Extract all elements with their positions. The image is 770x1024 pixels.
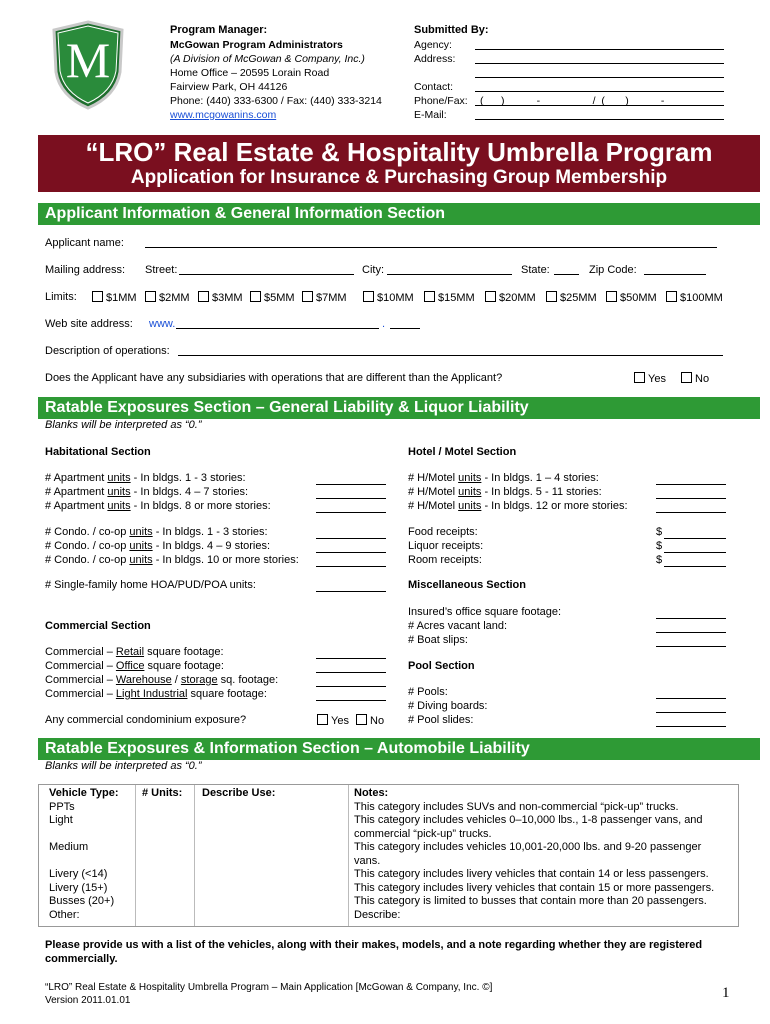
no-label: No xyxy=(370,715,385,727)
apartment-field[interactable] xyxy=(316,484,386,485)
vehicle-list-request-cont: commercially. xyxy=(45,953,118,965)
commercial-field[interactable] xyxy=(316,700,386,701)
single-family-label: # Single-family home HOA/PUD/POA units: xyxy=(45,579,256,591)
limit-option[interactable] xyxy=(198,291,243,306)
checkbox[interactable] xyxy=(546,291,557,302)
limit-label: $25MM xyxy=(560,292,597,304)
vehicle-type: Livery (15+) xyxy=(49,881,108,894)
agency-label: Agency: xyxy=(414,39,452,51)
limit-label: $7MM xyxy=(316,292,347,304)
mcgowan-logo xyxy=(50,20,126,110)
condo-row: # Condo. / co-op units - In bldgs. 1 - 3 stories: xyxy=(45,526,268,538)
email-field[interactable] xyxy=(475,119,724,120)
habitational-title: Habitational Section xyxy=(45,446,151,458)
limit-option[interactable] xyxy=(546,291,597,306)
limit-label: $10MM xyxy=(377,292,414,304)
limit-option[interactable] xyxy=(250,291,295,306)
checkbox[interactable] xyxy=(317,714,328,725)
vehicle-type: PPTs xyxy=(49,800,75,813)
note-line: This category includes livery vehicles that contain 14 or less passengers. xyxy=(354,868,709,880)
note-line: This category includes vehicles 10,001-20,000 lbs. and 9-20 passenger xyxy=(354,841,702,853)
footer-title: “LRO” Real Estate & Hospitality Umbrella Program – Main Application [McGowan & Company, Inc. ©] xyxy=(45,982,493,993)
address-label: Address: xyxy=(414,53,456,65)
notes-column xyxy=(354,785,734,926)
gl-section-header: Ratable Exposures Section – General Liability & Liquor Liability xyxy=(38,397,760,419)
address-field-2[interactable] xyxy=(475,77,724,78)
subsidiaries-yes[interactable] xyxy=(634,372,666,387)
subsidiaries-no[interactable] xyxy=(681,372,709,387)
zip-field[interactable] xyxy=(644,274,706,275)
limit-option[interactable] xyxy=(363,291,414,306)
food-receipts-field[interactable] xyxy=(664,538,726,539)
food-receipts-label: Food receipts: xyxy=(408,526,478,538)
limit-label: $20MM xyxy=(499,292,536,304)
liquor-receipts-field[interactable] xyxy=(664,552,726,553)
checkbox[interactable] xyxy=(485,291,496,302)
applicant-section-header: Applicant Information & General Information Section xyxy=(38,203,760,225)
vehicle-type-header: Vehicle Type: xyxy=(49,787,119,799)
commercial-row: Commercial – Warehouse / storage sq. footage: xyxy=(45,674,279,686)
condo-field[interactable] xyxy=(316,538,386,539)
manager-name: McGowan Program Administrators xyxy=(170,39,343,51)
auto-section-header: Ratable Exposures & Information Section – Automobile Liability xyxy=(38,738,760,760)
vehicle-type: Medium xyxy=(49,841,89,853)
checkbox[interactable] xyxy=(250,291,261,302)
limit-label: $5MM xyxy=(264,292,295,304)
boat-slips-field[interactable] xyxy=(656,646,726,647)
street-field[interactable] xyxy=(179,274,354,275)
condo-exposure-yes[interactable] xyxy=(317,714,349,729)
submitted-by-heading: Submitted By: xyxy=(414,24,489,36)
vehicle-type: Livery (<14) xyxy=(49,868,108,880)
pool-slides-label: # Pool slides: xyxy=(408,714,474,726)
column-divider xyxy=(135,785,136,926)
note-line: commercial “pick-up” trucks. xyxy=(354,827,492,840)
liquor-receipts-label: Liquor receipts: xyxy=(408,540,484,552)
state-field[interactable] xyxy=(554,274,579,275)
website-tld-field[interactable] xyxy=(390,328,420,329)
dollar-sign: $ xyxy=(656,526,663,538)
apartment-row: # Apartment units - In bldgs. 4 – 7 stories: xyxy=(45,486,249,498)
apartment-field[interactable] xyxy=(316,512,386,513)
auto-blanks-note: Blanks will be interpreted as “0.” xyxy=(45,760,202,772)
vehicle-list-request: Please provide us with a list of the vehicles, along with their makes, models, and a note regarding whether they are registered xyxy=(45,939,703,951)
commercial-row: Commercial – Office square footage: xyxy=(45,660,224,672)
applicant-name-label: Applicant name: xyxy=(45,237,124,249)
condo-exposure-question: Any commercial condominium exposure? xyxy=(45,714,247,726)
website-label: Web site address: xyxy=(45,318,133,330)
commercial-row: Commercial – Light Industrial square footage: xyxy=(45,688,267,700)
vehicle-type: Other: xyxy=(49,908,80,921)
pools-label: # Pools: xyxy=(408,686,448,698)
describe-use-header: Describe Use: xyxy=(202,787,276,799)
limit-option[interactable] xyxy=(92,291,137,306)
manager-city: Fairview Park, OH 44126 xyxy=(170,81,288,93)
checkbox[interactable] xyxy=(424,291,435,302)
city-field[interactable] xyxy=(387,274,512,275)
hotel-field[interactable] xyxy=(656,484,726,485)
mailing-address-label: Mailing address: xyxy=(45,264,126,276)
gl-blanks-note: Blanks will be interpreted as “0.” xyxy=(45,419,202,431)
limit-label: $3MM xyxy=(212,292,243,304)
checkbox[interactable] xyxy=(356,714,367,725)
checkbox[interactable] xyxy=(666,291,677,302)
vehicle-type: Busses (20+) xyxy=(49,895,115,907)
yes-label: Yes xyxy=(331,715,349,727)
dollar-sign: $ xyxy=(656,540,663,552)
misc-title: Miscellaneous Section xyxy=(408,579,526,591)
hotel-title: Hotel / Motel Section xyxy=(408,446,517,458)
note-line: vans. xyxy=(354,854,381,867)
note-line: This category includes livery vehicles that contain 15 or more passengers. xyxy=(354,881,715,894)
condo-row: # Condo. / co-op units - In bldgs. 10 or more stories: xyxy=(45,554,299,566)
state-label: State: xyxy=(521,264,550,276)
pools-field[interactable] xyxy=(656,698,726,699)
subsidiaries-question: Does the Applicant have any subsidiaries with operations that are different than the Applicant? xyxy=(45,372,503,384)
yes-label: Yes xyxy=(648,373,666,385)
checkbox[interactable] xyxy=(634,372,645,383)
address-field-1[interactable] xyxy=(475,63,724,64)
condo-row: # Condo. / co-op units - In bldgs. 4 – 9 stories: xyxy=(45,540,271,552)
footer-version: Version 2011.01.01 xyxy=(45,995,131,1006)
subtitle: Application for Insurance & Purchasing Group Membership xyxy=(130,167,668,188)
limits-label: Limits: xyxy=(45,291,77,303)
units-header: # Units: xyxy=(142,787,183,799)
manager-division: (A Division of McGowan & Company, Inc.) xyxy=(170,53,365,65)
diving-boards-field[interactable] xyxy=(656,712,726,713)
limit-option[interactable] xyxy=(606,291,657,306)
pool-slides-field[interactable] xyxy=(656,726,726,727)
condo-exposure-no[interactable] xyxy=(356,714,384,729)
room-receipts-field[interactable] xyxy=(664,566,726,567)
diving-boards-label: # Diving boards: xyxy=(408,700,488,712)
website-dot: . xyxy=(382,318,386,330)
apartment-row: # Apartment units - In bldgs. 1 - 3 stories: xyxy=(45,472,246,484)
vehicle-table xyxy=(38,784,739,927)
no-label: No xyxy=(695,373,710,385)
commercial-row: Commercial – Retail square footage: xyxy=(45,646,224,658)
description-label: Description of operations: xyxy=(45,345,170,357)
vacant-land-field[interactable] xyxy=(656,632,726,633)
applicant-name-field[interactable] xyxy=(145,247,717,248)
office-sqft-label: Insured’s office square footage: xyxy=(408,606,562,618)
checkbox[interactable] xyxy=(681,372,692,383)
vehicle-type: Light xyxy=(49,814,73,826)
description-field[interactable] xyxy=(178,355,723,356)
limit-option[interactable] xyxy=(302,291,347,306)
hotel-field[interactable] xyxy=(656,498,726,499)
checkbox[interactable] xyxy=(198,291,209,302)
limit-label: $100MM xyxy=(680,292,723,304)
phonefax-template: ( ) - / ( ) - xyxy=(480,95,665,107)
condo-field[interactable] xyxy=(316,552,386,553)
commercial-title: Commercial Section xyxy=(45,620,151,632)
notes-header: Notes: xyxy=(354,787,389,799)
limit-option[interactable] xyxy=(424,291,475,306)
hotel-field[interactable] xyxy=(656,512,726,513)
column-divider xyxy=(194,785,195,926)
page-number: 1 xyxy=(722,985,730,1001)
checkbox[interactable] xyxy=(363,291,374,302)
limit-label: $15MM xyxy=(438,292,475,304)
phonefax-label: Phone/Fax: xyxy=(414,95,468,107)
limit-option[interactable] xyxy=(666,291,723,306)
boat-slips-label: # Boat slips: xyxy=(408,634,468,646)
city-label: City: xyxy=(362,264,384,276)
vehicle-type-column xyxy=(49,785,134,926)
checkbox[interactable] xyxy=(145,291,156,302)
apartment-field[interactable] xyxy=(316,498,386,499)
commercial-field[interactable] xyxy=(316,672,386,673)
checkbox[interactable] xyxy=(302,291,313,302)
note-line: This category includes SUVs and non-commercial “pick-up” trucks. xyxy=(354,800,679,813)
condo-field[interactable] xyxy=(316,566,386,567)
office-sqft-field[interactable] xyxy=(656,618,726,619)
manager-website-link[interactable]: www.mcgowanins.com xyxy=(170,109,277,121)
contact-field[interactable] xyxy=(475,91,724,92)
logo-letter: M xyxy=(65,32,111,88)
checkbox[interactable] xyxy=(92,291,103,302)
hotel-row: # H/Motel units - In bldgs. 5 - 11 stories: xyxy=(408,486,602,498)
website-prefix: www. xyxy=(149,318,176,330)
email-label: E-Mail: xyxy=(414,109,447,121)
note-line: Describe: xyxy=(354,908,401,921)
hotel-row: # H/Motel units - In bldgs. 12 or more stories: xyxy=(408,500,628,512)
limit-option[interactable] xyxy=(485,291,536,306)
limit-label: $2MM xyxy=(159,292,190,304)
limit-option[interactable] xyxy=(145,291,190,306)
main-title: “LRO” Real Estate & Hospitality Umbrella Program xyxy=(85,137,713,167)
commercial-field[interactable] xyxy=(316,658,386,659)
website-domain-field[interactable] xyxy=(176,328,379,329)
room-receipts-label: Room receipts: xyxy=(408,554,482,566)
checkbox[interactable] xyxy=(606,291,617,302)
phonefax-field[interactable] xyxy=(475,105,724,106)
note-line: This category is limited to busses that contain more than 20 passengers. xyxy=(354,895,707,907)
single-family-field[interactable] xyxy=(316,591,386,592)
agency-field[interactable] xyxy=(475,49,724,50)
manager-phone: Phone: (440) 333-6300 / Fax: (440) 333-3214 xyxy=(170,95,382,107)
describe-use-column[interactable] xyxy=(202,785,342,926)
note-line: This category includes vehicles 0–10,000 lbs., 1-8 passenger vans, and xyxy=(354,814,703,826)
commercial-field[interactable] xyxy=(316,686,386,687)
column-divider xyxy=(348,785,349,926)
street-label: Street: xyxy=(145,264,178,276)
vacant-land-label: # Acres vacant land: xyxy=(408,620,508,632)
units-column[interactable] xyxy=(142,785,192,926)
program-manager-heading: Program Manager: xyxy=(170,24,268,36)
apartment-row: # Apartment units - In bldgs. 8 or more stories: xyxy=(45,500,271,512)
hotel-row: # H/Motel units - In bldgs. 1 – 4 stories: xyxy=(408,472,599,484)
limit-label: $1MM xyxy=(106,292,137,304)
dollar-sign: $ xyxy=(656,554,663,566)
manager-office: Home Office – 20595 Lorain Road xyxy=(170,67,330,79)
contact-label: Contact: xyxy=(414,81,454,93)
zip-label: Zip Code: xyxy=(589,264,637,276)
limit-label: $50MM xyxy=(620,292,657,304)
pool-title: Pool Section xyxy=(408,660,475,672)
